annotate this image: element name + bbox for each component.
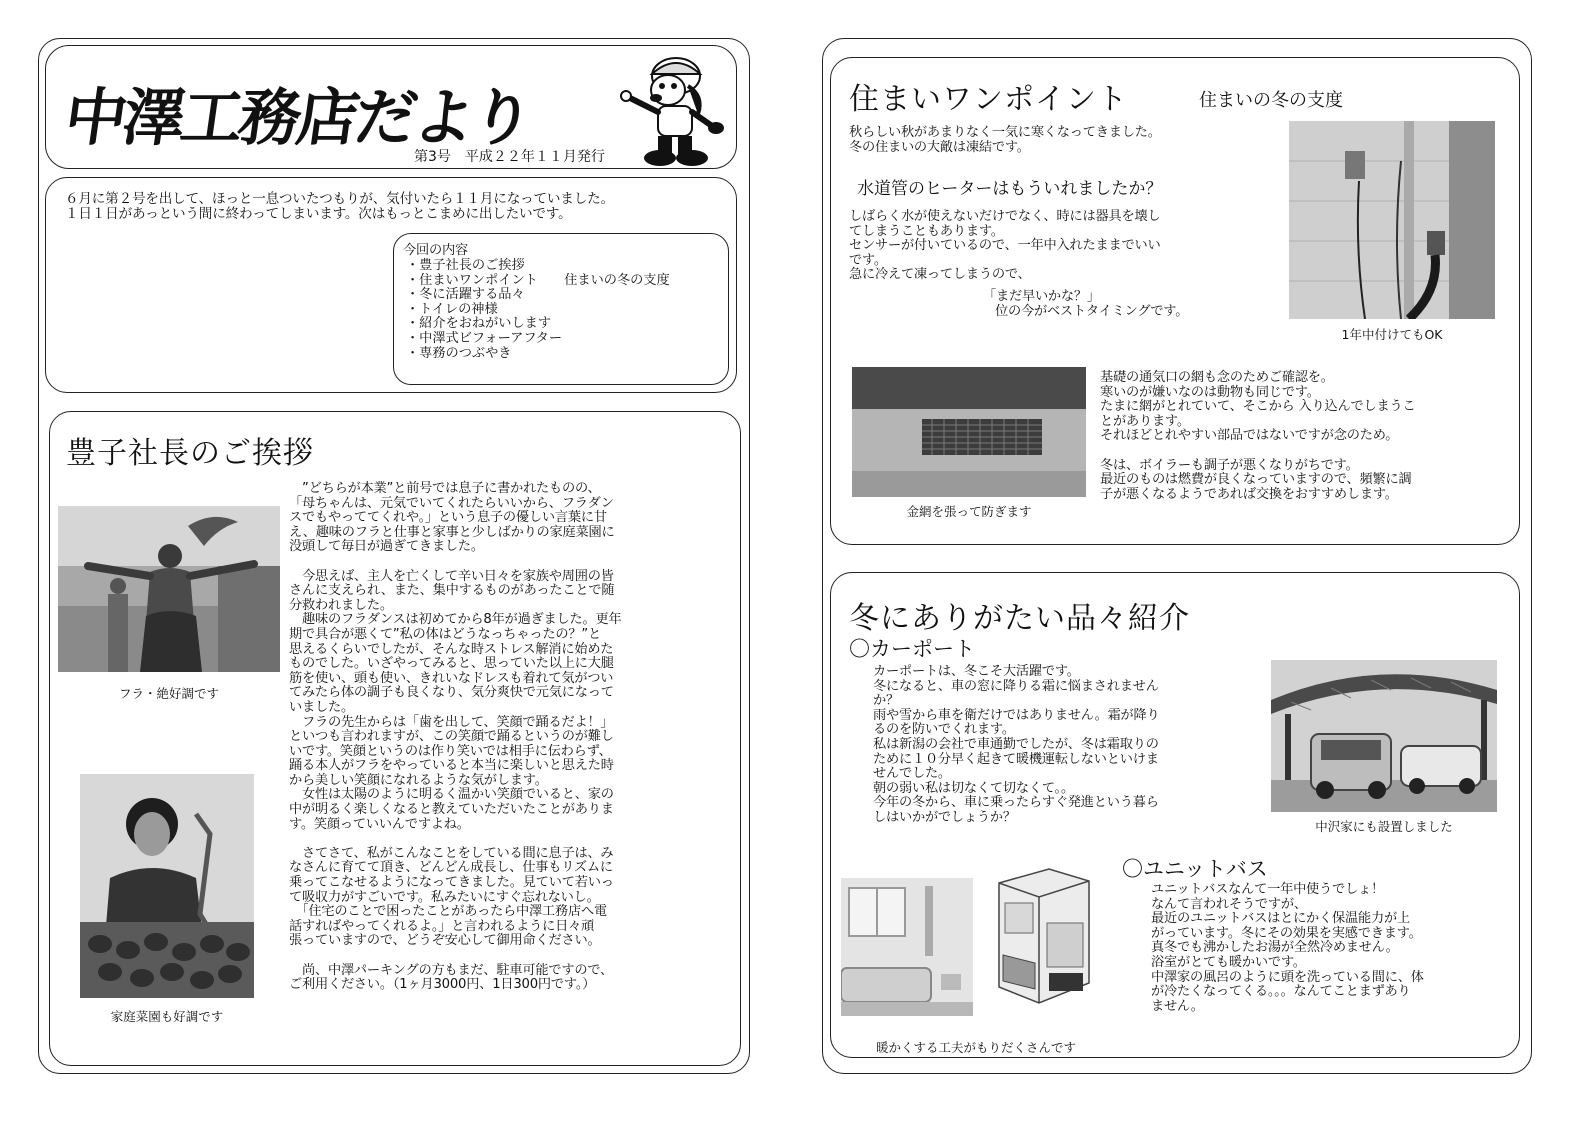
onepoint-timing: 位の今がベストタイミングです。 [995,304,1189,319]
bathroom-photo [841,878,973,1016]
vent-caption: 金網を張って防ぎます [906,504,1032,519]
unit-bath-diagram [989,863,1095,1009]
greeting-title: 豊子社長のご挨拶 [66,436,314,471]
carport-photo [1271,660,1497,812]
list-item: ・中澤式ビフォーアフター [406,330,563,346]
onepoint-box [830,57,1520,545]
onepoint-text2: 基礎の通気口の網も念のためご確認を。 寒いのが嫌いなのは動物も同じです。 たまに網がとれていて、そこから 入り込んでしまうこ とがあります。 それほどとれやすい部品ではないですが念のため。 冬は、ボイラーも調子が悪くなりがちです。 最近のものは燃費が良くなっていますので、頻繁に調 子が悪くなるようであれば交換をおすすめします。 [1100,370,1416,502]
water-pipe-caption: 1年中付けてもOK [1341,327,1443,342]
greeting-box [49,411,741,1066]
bath-caption: 暖かくする工夫がもりだくさんです [875,1040,1076,1055]
hula-photo [58,506,280,672]
onepoint-title: 住まいワンポイント [849,82,1128,117]
onepoint-question: 水道管のヒーターはもういれましたか？ [857,179,1163,199]
bath-text: ユニットバスなんて一年中使うでしょ！ なんて言われそうですが、 最近のユニットバスはとにかく保温能力が上 がっています。冬にその効果を実感できます。 真冬でも沸かしたお湯が全然冷めません。 浴室がとても暖かいです。 中澤家の風呂のように頭を洗っている間に、体 が冷たくなってくる。。。なんてことまずあり ません。 [1151,882,1424,1014]
list-item: ・住まいワンポイント 住まいの冬の支度 [406,272,670,288]
list-item: ・紹介をおねがいします [406,316,552,332]
list-item: ・専務のつぶやき [406,345,512,361]
intro-box [45,177,737,393]
onepoint-text1: しばらく水が使えないだけでなく、時には器具を壊し てしまうこともあります。 センサーが付いているので、一年中入れたままでいい です。 急に冷えて凍ってしまうので、 [849,209,1161,283]
vent-photo [852,367,1086,497]
bath-heading: 〇ユニットバス [1122,857,1268,881]
greeting-text: ”どちらが本業”と前号では息子に書かれたものの、 「母ちゃんは、元気でいてくれたらいいから、フラダン スでもやっててくれや。」という息子の優しい言葉に甘 え、趣味のフラと仕事と家事と少しばかりの家庭菜園に 没頭して毎日が過ぎてきました。 今思えば、主人を亡くして辛い日々を家族や周囲の皆 さんに支えられ、また、集中するものがあったことで随 分救われました。 趣味のフラダンスは初めてから8年が過ぎました。更年 期で具合が悪くて”私の体はどうなっちゃったの？”と 思えるくらいでしたが、そんな時ストレス解消に始めた ものでした。いざやってみると、思っていた以上に大腿 筋を使い、頭も使い、きれいなドレスも着れて気がつい てみたら体の調子も良くなり、気分爽快で元気になって いました。 フラの先生からは「歯を出して、笑顔で踊るだよ！」 といつも言われますが、この笑顔で踊るというのが難し いです。笑顔というのは作り笑いでは相手に伝わらず、 踊る本人がフラをやっていると本当に楽しいと思えた時 から美しい笑顔になれるような気がします。 女性は太陽のように明るく温かい笑顔でいると、家の 中が明るく楽しくなると教えていただいたことがありま す。笑顔っていいんですよね。 さてさて、私がこんなことをしている間に息子は、み なさんに育てて頂き、どんどん成長し、仕事もリズムに 乗ってこなせるようになってきました。見ていて若いっ て吸収力がすごいです。私みたいにすぐ忘れないし。 「住宅のことで困ったことがあったら中澤工務店へ電 話すればやってくれるよ。」と言われるように日々頑 張っていますので、どうぞ安心して御用命ください。 尚、中澤パーキングの方もまだ、駐車可能ですので、 ご利用ください。（1ヶ月3000円、1日300円です。） [289,481,622,993]
onepoint-quote: 「まだ早いかな？」 [983,289,1100,304]
issue-info: 第3号 平成２２年１１月発行 [414,149,605,165]
masthead-title: 中澤工務店だより [60,81,535,154]
list-item: ・トイレの神様 [406,301,498,317]
hula-photo-caption: フラ・絶好調です [118,686,219,701]
contents-box [393,233,729,385]
onepoint-subtitle: 住まいの冬の支度 [1199,90,1343,111]
carport-caption: 中沢家にも設置しました [1315,819,1453,834]
carport-heading: 〇カーポート [849,637,975,661]
list-item: ・豊子社長のご挨拶 [406,258,525,273]
masthead-box [45,45,737,169]
contents-heading: 今回の内容 [403,243,468,258]
contents-list [406,259,670,361]
carport-text: カーポートは、冬こそ大活躍です。 冬になると、車の窓に降りる霜に悩まされません か？ 雨や雪から車を衛だけではありません。霜が降り るのを防いでくれます。 私は新潟の会社で車通勤でしたが、冬は霜取りの ために１０分早く起きて暖機運転しないといけま せんでした。 朝の弱い私は切なくて切なくて。。 今年の冬から、車に乗ったらすぐ発進という暮ら しはいかがでしょうか？ [873,664,1160,825]
mascot-icon [618,50,728,168]
intro-text: ６月に第２号を出して、ほっと一息ついたつもりが、気付いたら１１月になっていました。 １日１日があっという間に終わってしまいます。次はもっとこまめに出したいです。 [65,191,614,222]
winter-box [830,572,1520,1058]
onepoint-lead: 秋らしい秋があまりなく一気に寒くなってきました。 冬の住まいの大敵は凍結です。 [849,125,1161,155]
winter-title: 冬にありがたい品々紹介 [849,601,1190,636]
vegetable-photo [80,774,254,998]
water-pipe-photo [1289,121,1495,319]
list-item: ・冬に活躍する品々 [406,287,525,303]
vegetable-photo-caption: 家庭菜園も好調です [110,1009,224,1024]
